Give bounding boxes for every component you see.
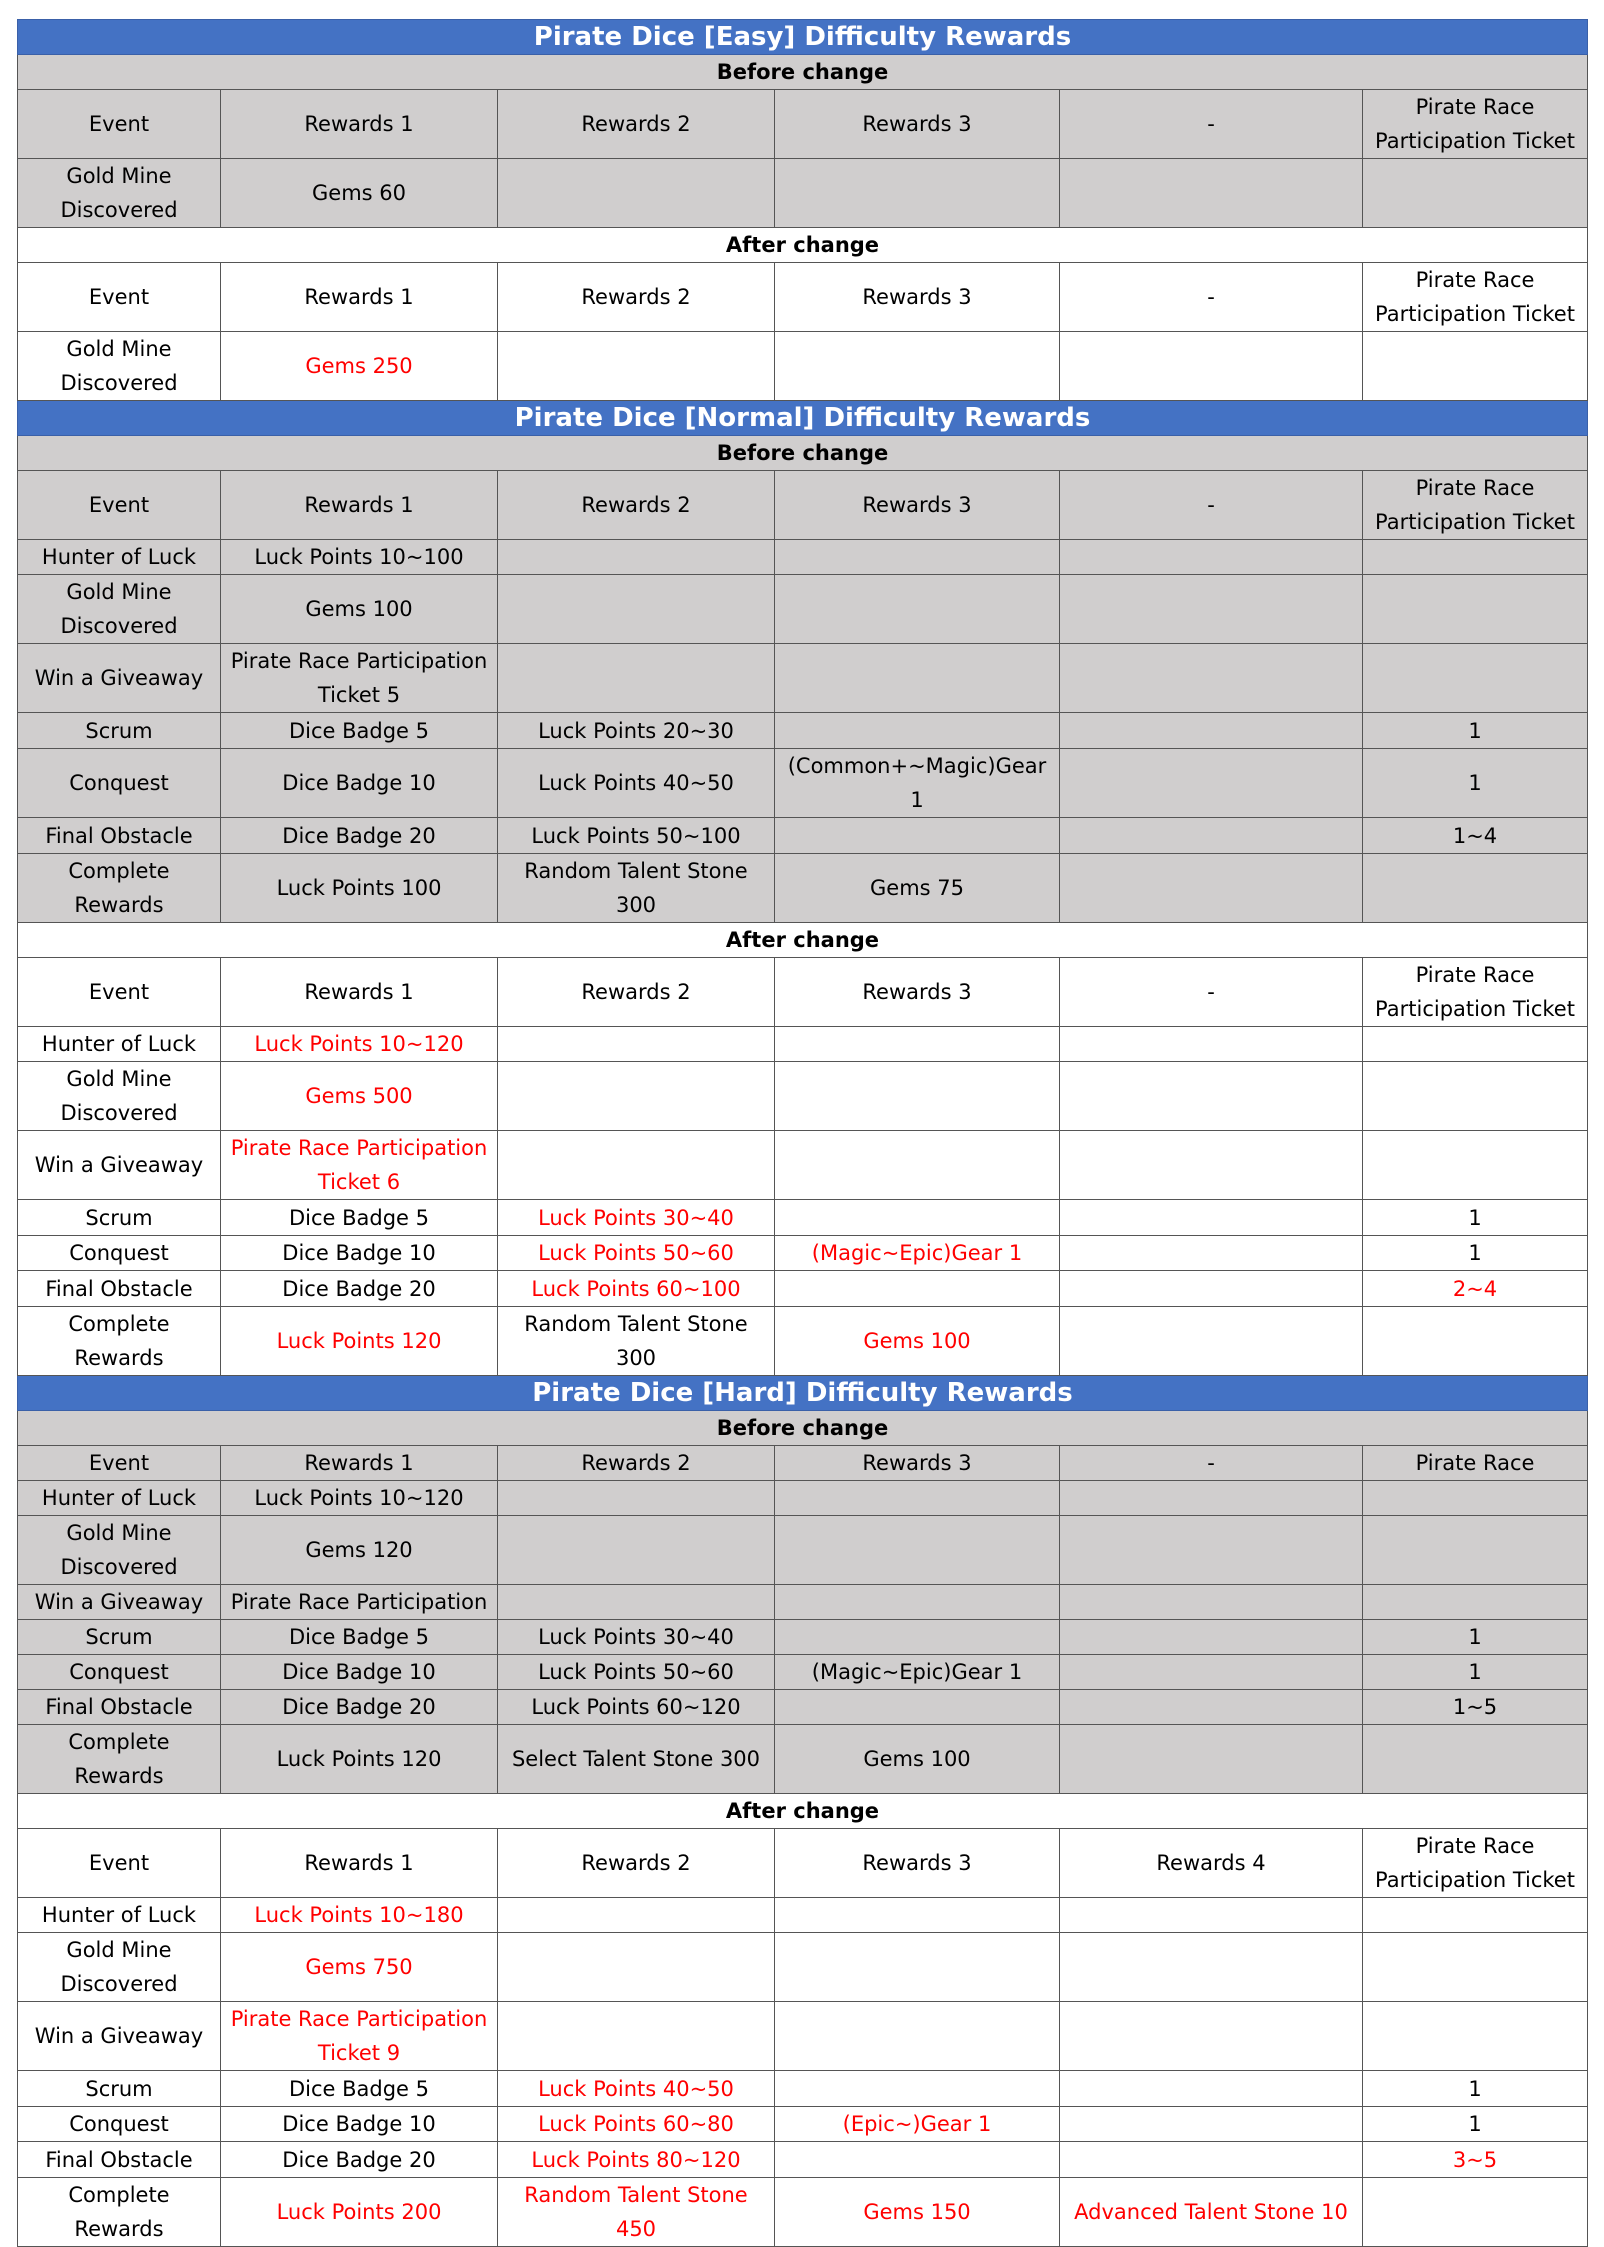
cell-event: Hunter of Luck [18, 540, 221, 575]
section-title-row [18, 20, 1588, 55]
cell-event: Win a Giveaway [18, 1585, 221, 1620]
header-event: Event [18, 263, 221, 332]
cell-event: Final Obstacle [18, 2142, 221, 2178]
cell-ticket [1363, 644, 1588, 713]
cell-rewards-4 [1060, 1516, 1363, 1585]
cell-rewards-4 [1060, 575, 1363, 644]
cell-rewards-2: Luck Points 60~80 [498, 2107, 775, 2142]
cell-rewards-1: Luck Points 200 [221, 2178, 498, 2247]
change-label-row [18, 228, 1588, 263]
cell-ticket [1363, 575, 1588, 644]
cell-rewards-3 [775, 644, 1060, 713]
table-row [18, 159, 1588, 228]
cell-rewards-3 [775, 1516, 1060, 1585]
cell-event: Final Obstacle [18, 1271, 221, 1307]
column-header-row [18, 958, 1588, 1027]
cell-rewards-1: Gems 250 [221, 332, 498, 401]
cell-ticket: 1 [1363, 1620, 1588, 1655]
cell-rewards-3 [775, 1620, 1060, 1655]
cell-rewards-4 [1060, 1271, 1363, 1307]
cell-rewards-3 [775, 1027, 1060, 1062]
header-ticket: Pirate Race Participation Ticket [1363, 1829, 1588, 1898]
table-row [18, 1655, 1588, 1690]
cell-rewards-3 [775, 2142, 1060, 2178]
cell-rewards-2: Random Talent Stone 300 [498, 1307, 775, 1376]
cell-ticket [1363, 1481, 1588, 1516]
cell-ticket: 3~5 [1363, 2142, 1588, 2178]
cell-rewards-4 [1060, 1725, 1363, 1794]
header-rewards-2: Rewards 2 [498, 1829, 775, 1898]
table-row [18, 2002, 1588, 2071]
cell-rewards-4 [1060, 1690, 1363, 1725]
cell-ticket: 1 [1363, 749, 1588, 818]
header-ticket: Pirate Race Participation Ticket [1363, 958, 1588, 1027]
cell-rewards-1: Luck Points 10~180 [221, 1898, 498, 1933]
cell-event: Gold Mine Discovered [18, 1516, 221, 1585]
cell-rewards-4 [1060, 1933, 1363, 2002]
cell-rewards-2: Luck Points 50~60 [498, 1236, 775, 1271]
cell-rewards-4 [1060, 1200, 1363, 1236]
cell-event: Conquest [18, 1655, 221, 1690]
cell-rewards-2: Luck Points 40~50 [498, 749, 775, 818]
cell-event: Conquest [18, 749, 221, 818]
header-ticket: Pirate Race Participation Ticket [1363, 263, 1588, 332]
cell-ticket [1363, 540, 1588, 575]
cell-event: Complete Rewards [18, 2178, 221, 2247]
table-row [18, 2142, 1588, 2178]
cell-event: Final Obstacle [18, 818, 221, 854]
cell-event: Gold Mine Discovered [18, 159, 221, 228]
cell-rewards-3 [775, 332, 1060, 401]
cell-rewards-4: Advanced Talent Stone 10 [1060, 2178, 1363, 2247]
header-rewards-3: Rewards 3 [775, 1446, 1060, 1481]
cell-rewards-2 [498, 2002, 775, 2071]
cell-event: Complete Rewards [18, 854, 221, 923]
cell-rewards-4 [1060, 749, 1363, 818]
cell-rewards-3: (Magic~Epic)Gear 1 [775, 1236, 1060, 1271]
table-row [18, 1585, 1588, 1620]
change-label-row [18, 55, 1588, 90]
cell-event: Win a Giveaway [18, 1131, 221, 1200]
cell-event: Win a Giveaway [18, 2002, 221, 2071]
cell-rewards-3 [775, 1898, 1060, 1933]
cell-rewards-2: Luck Points 50~100 [498, 818, 775, 854]
cell-ticket [1363, 854, 1588, 923]
cell-rewards-3: Gems 100 [775, 1307, 1060, 1376]
header-rewards-4: Rewards 4 [1060, 1829, 1363, 1898]
cell-rewards-1: Dice Badge 5 [221, 1200, 498, 1236]
cell-rewards-1: Dice Badge 10 [221, 749, 498, 818]
change-label: After change [18, 923, 1588, 958]
cell-event: Scrum [18, 713, 221, 749]
cell-rewards-2 [498, 1131, 775, 1200]
column-header-row [18, 1446, 1588, 1481]
cell-rewards-3 [775, 2002, 1060, 2071]
cell-rewards-1: Dice Badge 10 [221, 2107, 498, 2142]
cell-rewards-1: Dice Badge 20 [221, 1271, 498, 1307]
cell-rewards-1: Gems 60 [221, 159, 498, 228]
cell-rewards-4 [1060, 2142, 1363, 2178]
cell-rewards-3: Gems 150 [775, 2178, 1060, 2247]
header-rewards-3: Rewards 3 [775, 1829, 1060, 1898]
cell-rewards-2 [498, 1933, 775, 2002]
cell-ticket [1363, 1307, 1588, 1376]
cell-rewards-4 [1060, 1131, 1363, 1200]
cell-rewards-4 [1060, 854, 1363, 923]
table-row [18, 1271, 1588, 1307]
cell-rewards-1: Luck Points 120 [221, 1307, 498, 1376]
column-header-row [18, 471, 1588, 540]
cell-rewards-3 [775, 575, 1060, 644]
cell-rewards-3 [775, 1690, 1060, 1725]
change-label: After change [18, 228, 1588, 263]
table-row [18, 575, 1588, 644]
cell-rewards-3 [775, 1271, 1060, 1307]
cell-event: Hunter of Luck [18, 1481, 221, 1516]
column-header-row [18, 90, 1588, 159]
cell-rewards-1: Dice Badge 5 [221, 713, 498, 749]
cell-rewards-3 [775, 1131, 1060, 1200]
cell-rewards-4 [1060, 1307, 1363, 1376]
cell-rewards-1: Pirate Race Participation Ticket 6 [221, 1131, 498, 1200]
cell-event: Win a Giveaway [18, 644, 221, 713]
table-row [18, 1307, 1588, 1376]
cell-ticket: 1 [1363, 1236, 1588, 1271]
cell-rewards-3 [775, 159, 1060, 228]
cell-ticket: 1 [1363, 713, 1588, 749]
cell-rewards-1: Luck Points 10~120 [221, 1027, 498, 1062]
cell-rewards-3 [775, 1481, 1060, 1516]
change-label: After change [18, 1794, 1588, 1829]
header-rewards-2: Rewards 2 [498, 471, 775, 540]
cell-ticket [1363, 1062, 1588, 1131]
header-event: Event [18, 90, 221, 159]
cell-rewards-2 [498, 159, 775, 228]
cell-rewards-1: Luck Points 10~100 [221, 540, 498, 575]
cell-rewards-4 [1060, 2071, 1363, 2107]
cell-ticket: 1 [1363, 2107, 1588, 2142]
table-row [18, 1236, 1588, 1271]
cell-rewards-3: (Epic~)Gear 1 [775, 2107, 1060, 2142]
section-title-row [18, 401, 1588, 436]
cell-rewards-4 [1060, 2107, 1363, 2142]
cell-ticket [1363, 332, 1588, 401]
header-rewards-2: Rewards 2 [498, 958, 775, 1027]
table-row [18, 540, 1588, 575]
table-row [18, 1898, 1588, 1933]
cell-ticket: 2~4 [1363, 1271, 1588, 1307]
cell-rewards-2 [498, 1481, 775, 1516]
table-row [18, 854, 1588, 923]
cell-rewards-3 [775, 1200, 1060, 1236]
cell-event: Gold Mine Discovered [18, 1933, 221, 2002]
cell-rewards-4 [1060, 818, 1363, 854]
cell-event: Hunter of Luck [18, 1898, 221, 1933]
cell-ticket [1363, 1933, 1588, 2002]
header-rewards-3: Rewards 3 [775, 471, 1060, 540]
section-title: Pirate Dice [Normal] Difficulty Rewards [18, 401, 1588, 436]
cell-ticket [1363, 1027, 1588, 1062]
cell-rewards-3 [775, 713, 1060, 749]
table-row [18, 713, 1588, 749]
change-label-row [18, 436, 1588, 471]
rewards-table [17, 19, 1588, 2247]
cell-rewards-2 [498, 1027, 775, 1062]
header-event: Event [18, 1446, 221, 1481]
cell-rewards-1: Dice Badge 20 [221, 2142, 498, 2178]
header-rewards-4: - [1060, 90, 1363, 159]
cell-rewards-1: Dice Badge 10 [221, 1236, 498, 1271]
header-rewards-1: Rewards 1 [221, 1829, 498, 1898]
cell-rewards-3 [775, 818, 1060, 854]
cell-rewards-1: Pirate Race Participation Ticket 5 [221, 644, 498, 713]
cell-rewards-4 [1060, 1027, 1363, 1062]
cell-event: Gold Mine Discovered [18, 332, 221, 401]
cell-event: Scrum [18, 1200, 221, 1236]
rewards-sheet [17, 19, 1587, 2247]
header-rewards-1: Rewards 1 [221, 263, 498, 332]
cell-rewards-2: Luck Points 40~50 [498, 2071, 775, 2107]
cell-event: Scrum [18, 2071, 221, 2107]
header-rewards-2: Rewards 2 [498, 90, 775, 159]
change-label-row [18, 1411, 1588, 1446]
cell-rewards-4 [1060, 540, 1363, 575]
cell-rewards-2 [498, 1062, 775, 1131]
change-label: Before change [18, 55, 1588, 90]
cell-ticket [1363, 1516, 1588, 1585]
cell-ticket: 1 [1363, 2071, 1588, 2107]
cell-rewards-3 [775, 1062, 1060, 1131]
cell-rewards-2: Random Talent Stone 300 [498, 854, 775, 923]
cell-rewards-1: Dice Badge 20 [221, 1690, 498, 1725]
cell-rewards-4 [1060, 1481, 1363, 1516]
change-label: Before change [18, 1411, 1588, 1446]
table-row [18, 1516, 1588, 1585]
cell-ticket: 1 [1363, 1655, 1588, 1690]
cell-rewards-1: Dice Badge 10 [221, 1655, 498, 1690]
cell-rewards-4 [1060, 713, 1363, 749]
table-row [18, 1062, 1588, 1131]
cell-rewards-3 [775, 540, 1060, 575]
table-row [18, 818, 1588, 854]
table-row [18, 1933, 1588, 2002]
header-rewards-2: Rewards 2 [498, 263, 775, 332]
cell-rewards-1: Pirate Race Participation [221, 1585, 498, 1620]
change-label-row [18, 923, 1588, 958]
header-ticket: Pirate Race Participation Ticket [1363, 90, 1588, 159]
cell-ticket: 1 [1363, 1200, 1588, 1236]
cell-rewards-2: Luck Points 80~120 [498, 2142, 775, 2178]
cell-rewards-4 [1060, 332, 1363, 401]
header-ticket: Pirate Race Participation Ticket [1363, 471, 1588, 540]
cell-ticket [1363, 2178, 1588, 2247]
cell-rewards-2: Random Talent Stone 450 [498, 2178, 775, 2247]
cell-rewards-1: Gems 750 [221, 1933, 498, 2002]
table-row [18, 644, 1588, 713]
column-header-row [18, 1829, 1588, 1898]
header-rewards-4: - [1060, 471, 1363, 540]
cell-rewards-1: Luck Points 120 [221, 1725, 498, 1794]
cell-rewards-3: Gems 100 [775, 1725, 1060, 1794]
table-row [18, 2178, 1588, 2247]
table-row [18, 1200, 1588, 1236]
header-rewards-3: Rewards 3 [775, 263, 1060, 332]
header-event: Event [18, 1829, 221, 1898]
table-row [18, 332, 1588, 401]
cell-rewards-1: Gems 500 [221, 1062, 498, 1131]
cell-rewards-1: Dice Badge 5 [221, 2071, 498, 2107]
table-row [18, 1620, 1588, 1655]
header-ticket: Pirate Race [1363, 1446, 1588, 1481]
cell-rewards-4 [1060, 644, 1363, 713]
cell-rewards-2 [498, 1585, 775, 1620]
cell-rewards-2 [498, 1516, 775, 1585]
cell-ticket [1363, 1585, 1588, 1620]
header-rewards-4: - [1060, 263, 1363, 332]
table-row [18, 2071, 1588, 2107]
cell-rewards-1: Gems 120 [221, 1516, 498, 1585]
cell-rewards-2 [498, 540, 775, 575]
cell-rewards-2: Luck Points 60~120 [498, 1690, 775, 1725]
cell-ticket [1363, 1725, 1588, 1794]
header-rewards-3: Rewards 3 [775, 90, 1060, 159]
cell-event: Final Obstacle [18, 1690, 221, 1725]
cell-event: Complete Rewards [18, 1725, 221, 1794]
header-rewards-3: Rewards 3 [775, 958, 1060, 1027]
table-row [18, 749, 1588, 818]
cell-event: Hunter of Luck [18, 1027, 221, 1062]
header-rewards-2: Rewards 2 [498, 1446, 775, 1481]
cell-event: Gold Mine Discovered [18, 1062, 221, 1131]
table-row [18, 2107, 1588, 2142]
cell-rewards-1: Pirate Race Participation Ticket 9 [221, 2002, 498, 2071]
cell-rewards-4 [1060, 159, 1363, 228]
cell-event: Complete Rewards [18, 1307, 221, 1376]
cell-rewards-3: (Common+~Magic)Gear 1 [775, 749, 1060, 818]
header-rewards-4: - [1060, 1446, 1363, 1481]
cell-rewards-2 [498, 575, 775, 644]
cell-event: Scrum [18, 1620, 221, 1655]
cell-rewards-2: Select Talent Stone 300 [498, 1725, 775, 1794]
cell-rewards-1: Luck Points 100 [221, 854, 498, 923]
section-title: Pirate Dice [Hard] Difficulty Rewards [18, 1376, 1588, 1411]
cell-rewards-2: Luck Points 20~30 [498, 713, 775, 749]
cell-rewards-1: Luck Points 10~120 [221, 1481, 498, 1516]
cell-rewards-4 [1060, 1655, 1363, 1690]
header-rewards-1: Rewards 1 [221, 471, 498, 540]
cell-rewards-3 [775, 2071, 1060, 2107]
cell-ticket [1363, 1131, 1588, 1200]
cell-rewards-2: Luck Points 50~60 [498, 1655, 775, 1690]
table-row [18, 1725, 1588, 1794]
cell-rewards-4 [1060, 1898, 1363, 1933]
cell-rewards-1: Gems 100 [221, 575, 498, 644]
section-title-row [18, 1376, 1588, 1411]
header-event: Event [18, 471, 221, 540]
cell-rewards-4 [1060, 1620, 1363, 1655]
cell-rewards-2 [498, 1898, 775, 1933]
cell-rewards-3 [775, 1585, 1060, 1620]
column-header-row [18, 263, 1588, 332]
change-label-row [18, 1794, 1588, 1829]
cell-rewards-4 [1060, 2002, 1363, 2071]
header-rewards-1: Rewards 1 [221, 1446, 498, 1481]
cell-rewards-4 [1060, 1062, 1363, 1131]
cell-ticket [1363, 1898, 1588, 1933]
cell-rewards-1: Dice Badge 5 [221, 1620, 498, 1655]
table-row [18, 1131, 1588, 1200]
cell-rewards-3: (Magic~Epic)Gear 1 [775, 1655, 1060, 1690]
cell-ticket [1363, 2002, 1588, 2071]
cell-rewards-2 [498, 644, 775, 713]
table-row [18, 1481, 1588, 1516]
cell-rewards-3: Gems 75 [775, 854, 1060, 923]
section-title: Pirate Dice [Easy] Difficulty Rewards [18, 20, 1588, 55]
cell-rewards-2 [498, 332, 775, 401]
header-event: Event [18, 958, 221, 1027]
header-rewards-1: Rewards 1 [221, 958, 498, 1027]
cell-rewards-2: Luck Points 60~100 [498, 1271, 775, 1307]
cell-rewards-4 [1060, 1585, 1363, 1620]
change-label: Before change [18, 436, 1588, 471]
cell-ticket: 1~4 [1363, 818, 1588, 854]
cell-rewards-2: Luck Points 30~40 [498, 1200, 775, 1236]
cell-rewards-1: Dice Badge 20 [221, 818, 498, 854]
cell-rewards-2: Luck Points 30~40 [498, 1620, 775, 1655]
cell-event: Conquest [18, 2107, 221, 2142]
cell-rewards-4 [1060, 1236, 1363, 1271]
cell-event: Gold Mine Discovered [18, 575, 221, 644]
cell-ticket: 1~5 [1363, 1690, 1588, 1725]
cell-rewards-3 [775, 1933, 1060, 2002]
table-row [18, 1027, 1588, 1062]
cell-ticket [1363, 159, 1588, 228]
cell-event: Conquest [18, 1236, 221, 1271]
header-rewards-4: - [1060, 958, 1363, 1027]
table-row [18, 1690, 1588, 1725]
header-rewards-1: Rewards 1 [221, 90, 498, 159]
